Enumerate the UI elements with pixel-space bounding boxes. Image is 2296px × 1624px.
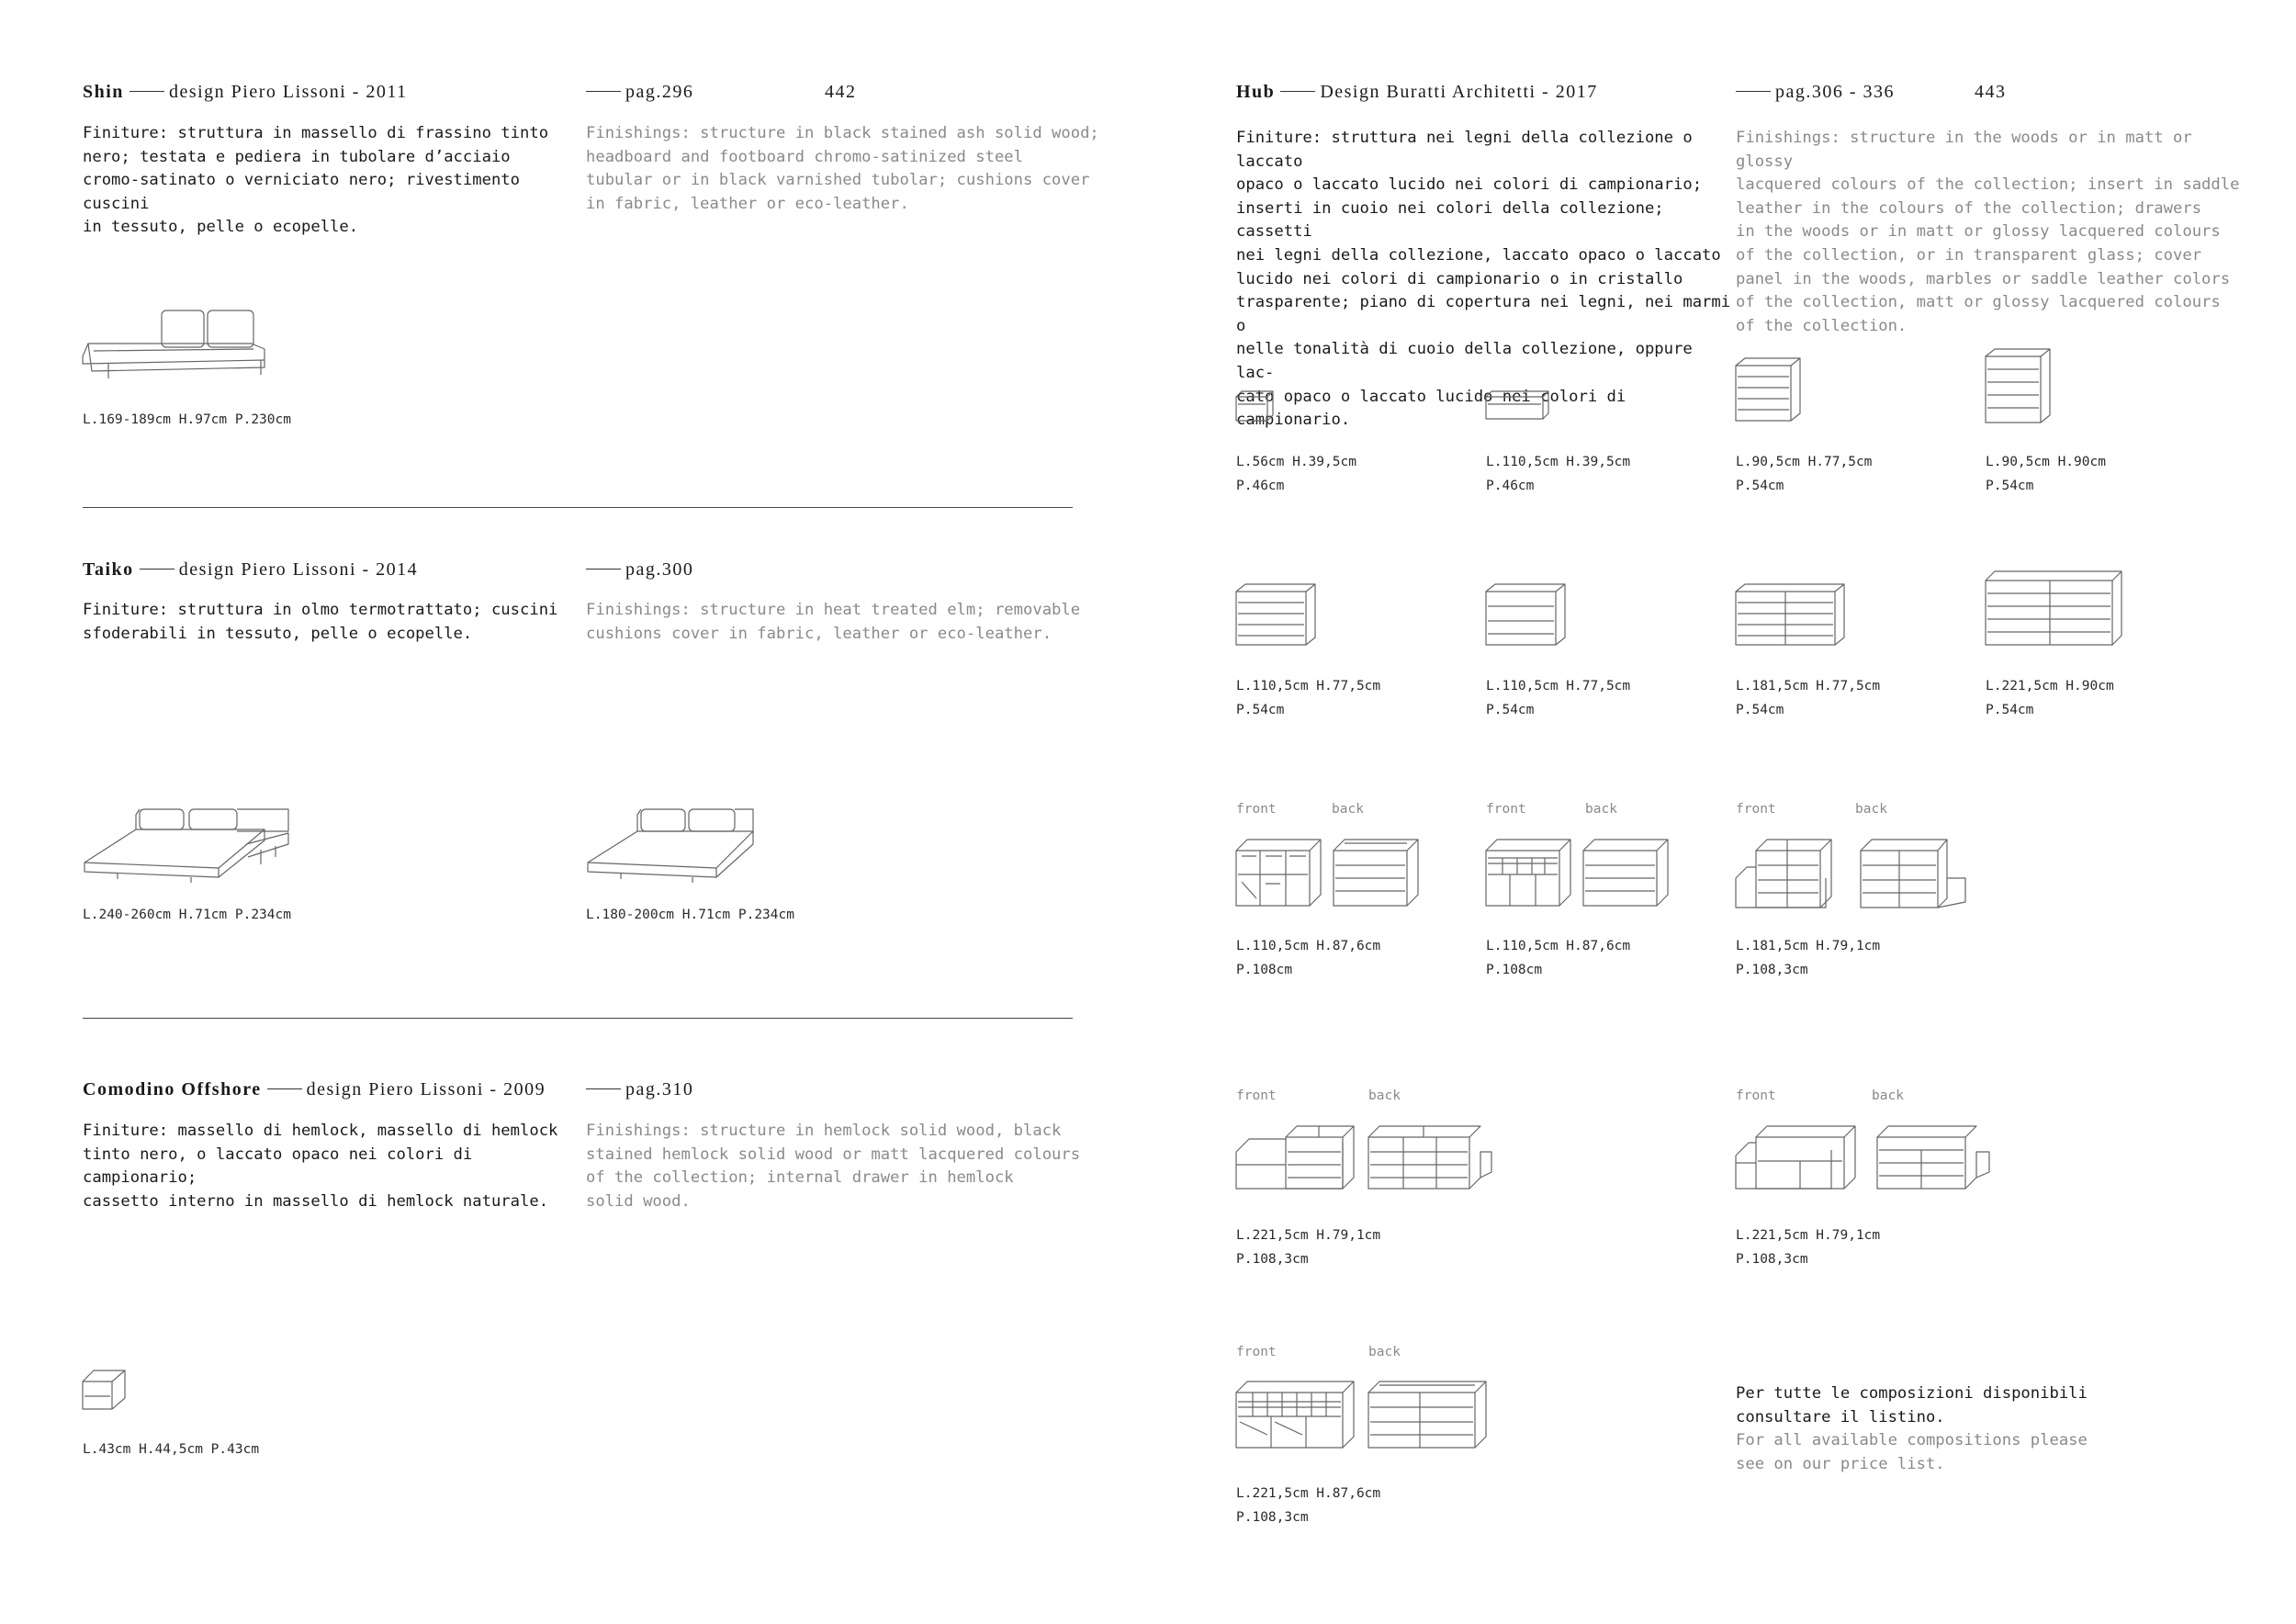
page-ref-dash (586, 1088, 621, 1089)
title-dash (129, 91, 164, 92)
page-ref-text: pag.300 (625, 559, 694, 580)
page-ref-dash (586, 91, 621, 92)
page-ref-dash (586, 569, 621, 570)
hub-island-front-drawing (1234, 838, 1326, 911)
front-label: front (1236, 1088, 1277, 1103)
page-number-left: 442 (825, 82, 857, 102)
title-dash (140, 569, 174, 570)
hub-page-ref (1736, 82, 1895, 103)
offshore-title (83, 1079, 546, 1100)
shin-finish-en: Finishings: structure in black stained ash solid wood; headboard and footboard chromo-satinized steel tubular or in black varnished tubolar; cushions cover in fabric, leather or eco-leather. (586, 124, 1099, 213)
taiko-dimensions-large: L.240-260cm H.71cm P.234cm (83, 908, 291, 922)
front-label: front (1236, 802, 1277, 817)
offshore-dimensions: L.43cm H.44,5cm P.43cm (83, 1442, 260, 1457)
offshore-finish-en: Finishings: structure in hemlock solid wood, black stained hemlock solid wood or matt lacquered colours of the collection; internal drawer in hemlock solid wood. (586, 1122, 1081, 1211)
hub-dimensions: L.110,5cm H.77,5cm P.54cm (1486, 679, 1631, 717)
offshore-page-ref (586, 1079, 693, 1100)
hub-dimensions: L.181,5cm H.77,5cm P.54cm (1736, 679, 1881, 717)
hub-title (1236, 82, 1598, 103)
hub-dimensions: L.56cm H.39,5cm P.46cm (1236, 455, 1356, 493)
product-name: Comodino Offshore (83, 1079, 262, 1100)
back-label: back (1585, 802, 1617, 817)
section-divider (83, 507, 1073, 508)
section-divider (83, 1018, 1073, 1019)
front-label: front (1736, 802, 1776, 817)
hub-dimensions: L.110,5cm H.39,5cm P.46cm (1486, 455, 1631, 493)
taiko-title (83, 559, 418, 581)
hub-island-wide-front-drawing (1734, 838, 1844, 911)
hub-composition-back-drawing (1875, 1124, 2013, 1198)
back-label: back (1332, 802, 1364, 817)
product-name: Hub (1236, 82, 1276, 102)
hub-nightstand-wide-drawing (1484, 389, 1558, 426)
hub-dimensions: L.221,5cm H.87,6cm P.108,3cm (1236, 1486, 1381, 1525)
hub-island-back-drawing (1332, 838, 1424, 911)
hub-island-back-drawing (1581, 838, 1673, 911)
back-label: back (1368, 1345, 1401, 1359)
hub-dimensions: L.221,5cm H.90cm P.54cm (1986, 679, 2114, 717)
hub-finish-en: Finishings: structure in the woods or in matt or glossy lacquered colours of the collection; insert in saddle leather in the colours of the collection; drawers in the woods or in matt or glossy lacquered colours of the collection, or in transparent glass; cover panel in the woods, marbles or saddle leather colors of the collection, matt or glossy lacquered colours of the collection. (1736, 129, 2240, 335)
hub-dimensions: L.110,5cm H.87,6cm P.108cm (1236, 939, 1381, 977)
hub-island-wide-back-drawing (1859, 838, 1978, 911)
taiko-page-ref (586, 559, 693, 581)
designer-credit: design Piero Lissoni - 2011 (168, 82, 408, 102)
hub-dimensions: L.90,5cm H.77,5cm P.54cm (1736, 455, 1873, 493)
hub-finish-it: Finiture: struttura nei legni della collezione o laccato opaco o laccato lucido nei colori di campionario; inserti in cuoio nei colori della collezione; cassetti nei legni della collezione, laccato opaco o laccato lucido nei colori di campionario o in cristallo trasparente; piano di copertura nei legni, nei marmi o nelle tonalità di cuoio della collezione, oppure lac- cato opaco o laccato lucido nei colori di campionario. (1236, 129, 1731, 430)
compositions-note-en: For all available compositions please see on our price list. (1736, 1431, 2088, 1473)
designer-credit: design Piero Lissoni - 2009 (306, 1079, 546, 1100)
taiko-finish-en: Finishings: structure in heat treated elm; removable cushions cover in fabric, leather or eco-leather. (586, 601, 1081, 643)
back-label: back (1368, 1088, 1401, 1103)
taiko-finish-it: Finiture: struttura in olmo termotrattato; cuscini sfoderabili in tessuto, pelle o ecopelle. (83, 601, 558, 643)
hub-dresser-wide-drawing (1984, 570, 2131, 650)
taiko-dimensions-small: L.180-200cm H.71cm P.234cm (586, 908, 794, 922)
shin-page-ref (586, 82, 693, 103)
title-dash (267, 1088, 302, 1089)
hub-dimensions: L.221,5cm H.79,1cm P.108,3cm (1736, 1228, 1881, 1267)
hub-dimensions: L.110,5cm H.87,6cm P.108cm (1486, 939, 1631, 977)
hub-composition-large-front-drawing (1234, 1380, 1363, 1453)
shin-finish-it: Finiture: struttura in massello di frassino tinto nero; testata e pediera in tubolare d’acciaio cromo-satinato o verniciato nero; rivestimento cuscini in tessuto, pelle o ecopelle. (83, 124, 549, 237)
taiko-bed-small-drawing (584, 804, 768, 896)
hub-composition-front-drawing (1234, 1124, 1363, 1198)
hub-nightstand-small-drawing (1234, 389, 1280, 426)
page-ref-text: pag.310 (625, 1079, 694, 1100)
hub-composition-back-drawing (1367, 1124, 1504, 1198)
hub-island-front-drawing (1484, 838, 1576, 911)
product-name: Shin (83, 82, 124, 102)
hub-dimensions: L.110,5cm H.77,5cm P.54cm (1236, 679, 1381, 717)
front-label: front (1486, 802, 1526, 817)
shin-dimensions: L.169-189cm H.97cm P.230cm (83, 412, 291, 427)
hub-chest-medium-drawing (1734, 356, 1807, 424)
offshore-nightstand-drawing (81, 1369, 136, 1415)
hub-dresser-drawing (1234, 582, 1322, 650)
page-ref-dash (1736, 91, 1771, 92)
title-dash (1280, 91, 1315, 92)
front-label: front (1236, 1345, 1277, 1359)
taiko-bed-large-drawing (81, 804, 301, 896)
offshore-finish-it: Finiture: massello di hemlock, massello di hemlock tinto nero, o laccato opaco nei colori di campionario; cassetto interno in massello di hemlock naturale. (83, 1122, 558, 1211)
hub-dresser-double-drawing (1734, 582, 1853, 650)
designer-credit: design Piero Lissoni - 2014 (178, 559, 419, 580)
front-label: front (1736, 1088, 1776, 1103)
hub-dimensions: L.221,5cm H.79,1cm P.108,3cm (1236, 1228, 1381, 1267)
page-number-right: 443 (1975, 82, 2007, 102)
hub-composition-large-back-drawing (1367, 1380, 1495, 1453)
designer-credit: Design Buratti Architetti - 2017 (1320, 82, 1598, 102)
hub-dresser-drawing (1484, 582, 1572, 650)
hub-dimensions: L.181,5cm H.79,1cm P.108,3cm (1736, 939, 1881, 977)
shin-title (83, 82, 408, 103)
page-ref-text: pag.296 (625, 82, 694, 102)
product-name: Taiko (83, 559, 134, 580)
hub-dimensions: L.90,5cm H.90cm P.54cm (1986, 455, 2106, 493)
shin-bed-drawing (81, 303, 274, 395)
hub-composition-front-drawing (1734, 1124, 1863, 1198)
back-label: back (1855, 802, 1887, 817)
compositions-note-it: Per tutte le composizioni disponibili consultare il listino. (1736, 1384, 2088, 1427)
hub-chest-tall-drawing (1984, 347, 2057, 426)
back-label: back (1872, 1088, 1904, 1103)
page-ref-text: pag.306 - 336 (1775, 82, 1896, 102)
